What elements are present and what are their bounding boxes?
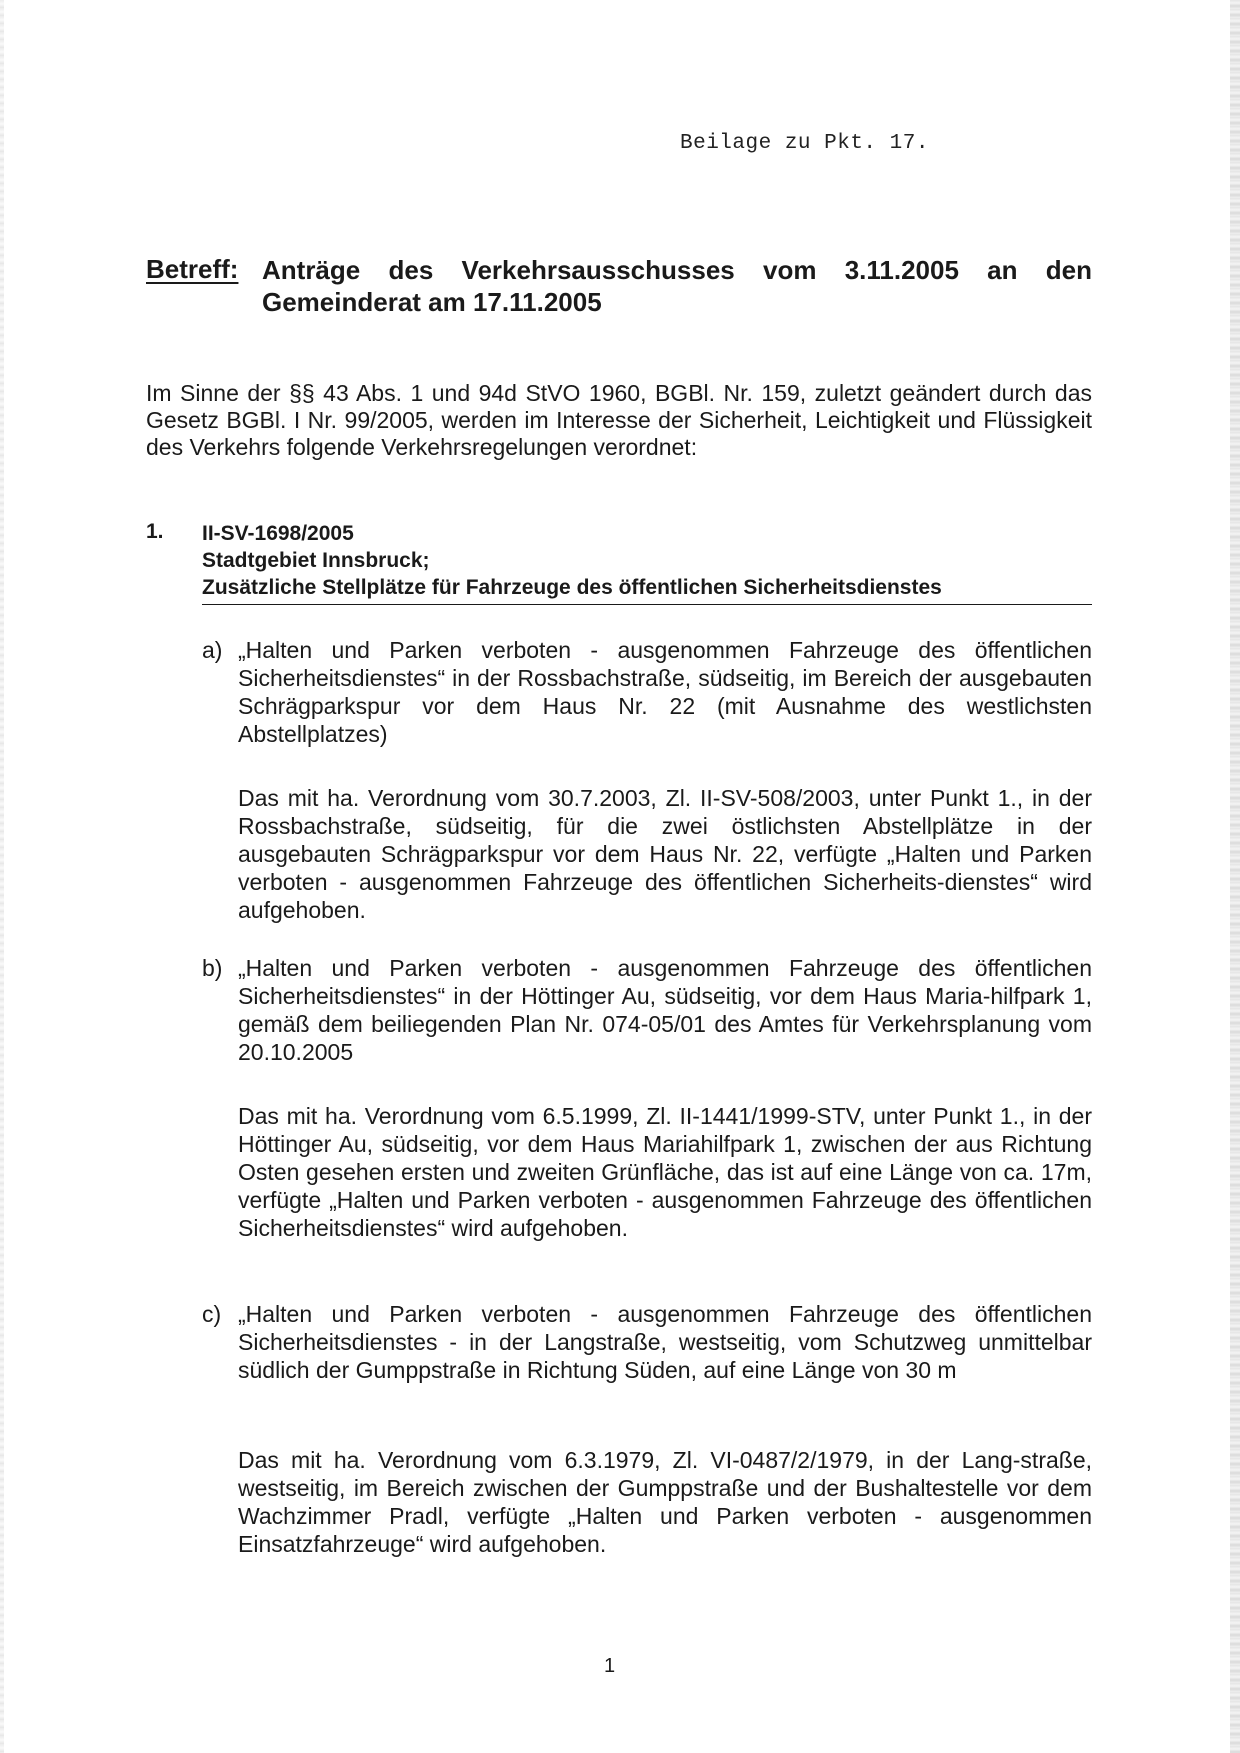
item-topic: Zusätzliche Stellplätze für Fahrzeuge des öffentlichen Sicherheitsdienstes xyxy=(202,574,1092,605)
subitem-regulation: „Halten und Parken verboten - ausgenommen Fahrzeuge des öffentlichen Sicherheitsdienstes - in der Langstraße, westseitig, vom Schutzweg unmittelbar südlich der Gumppstraße in Richtung Süden, auf eine Länge von 30 m xyxy=(238,1301,1092,1383)
item-number: 1. xyxy=(146,520,164,543)
subitem-regulation: „Halten und Parken verboten - ausgenommen Fahrzeuge des öffentlichen Sicherheitsdienstes“ in der Höttinger Au, südseitig, vor dem Haus Maria-hilfpark 1, gemäß dem beiliegenden Plan Nr. 074-05/01 des Amtes für Verkehrsplanung vom 20.10.2005 xyxy=(238,955,1092,1065)
subject-text: Anträge des Verkehrsausschusses vom 3.11.2005 an den Gemeinderat am 17.11.2005 xyxy=(262,255,1092,317)
page-number: 1 xyxy=(604,1655,616,1677)
subitem-regulation: „Halten und Parken verboten - ausgenommen Fahrzeuge des öffentlichen Sicherheitsdienstes“ in der Rossbachstraße, südseitig, im Bereich der ausgebauten Schrägparkspur vor dem Haus Nr. 22 (mit Ausnahme des westlichsten Abstellplatzes) xyxy=(238,637,1092,747)
subject-label: Betreff: xyxy=(146,254,239,284)
subitem-revocation: Das mit ha. Verordnung vom 30.7.2003, Zl. II-SV-508/2003, unter Punkt 1., in der Rossbachstraße, südseitig, für die zwei östlichsten Abstellplätze in der ausgebauten Schrägparkspur vor dem Haus Nr. 22, verfügte „Halten und Parken verboten - ausgenommen Fahrzeuge des öffentlichen Sicherheits-dienstes“ wird aufgehoben. xyxy=(238,785,1092,923)
intro-paragraph: Im Sinne der §§ 43 Abs. 1 und 94d StVO 1960, BGBl. Nr. 159, zuletzt geändert durch das Gesetz BGBl. I Nr. 99/2005, werden im Interesse der Sicherheit, Leichtigkeit und Flüssigkeit des Verkehrs folgende Verkehrsregelungen verordnet: xyxy=(146,380,1092,460)
subitem-letter: c) xyxy=(202,1301,222,1327)
subitem-revocation: Das mit ha. Verordnung vom 6.3.1979, Zl. VI-0487/2/1979, in der Lang-straße, westseitig, im Bereich zwischen der Gumppstraße und der Bushaltestelle vor dem Wachzimmer Pradl, verfügte „Halten und Parken verboten - ausgenommen Einsatzfahrzeuge“ wird aufgehoben. xyxy=(238,1447,1092,1557)
item-heading xyxy=(202,520,1092,605)
subitem-revocation: Das mit ha. Verordnung vom 6.5.1999, Zl. II-1441/1999-STV, unter Punkt 1., in der Höttinger Au, südseitig, vor dem Haus Mariahilfpark 1, zwischen der aus Richtung Osten gesehen ersten und zweiten Grünfläche, das ist auf eine Länge von ca. 17m, verfügte „Halten und Parken verboten - ausgenommen Fahrzeuge des öffentlichen Sicherheitsdienstes“ wird aufgehoben. xyxy=(238,1103,1092,1241)
subitem-letter: b) xyxy=(202,955,223,981)
item-area: Stadtgebiet Innsbruck; xyxy=(202,549,430,572)
subitem-letter: a) xyxy=(202,637,223,663)
item-file-number: II-SV-1698/2005 xyxy=(202,522,354,545)
scan-edge-left xyxy=(0,0,4,1753)
scan-edge-right xyxy=(1230,0,1240,1753)
attachment-reference: Beilage zu Pkt. 17. xyxy=(680,132,929,155)
